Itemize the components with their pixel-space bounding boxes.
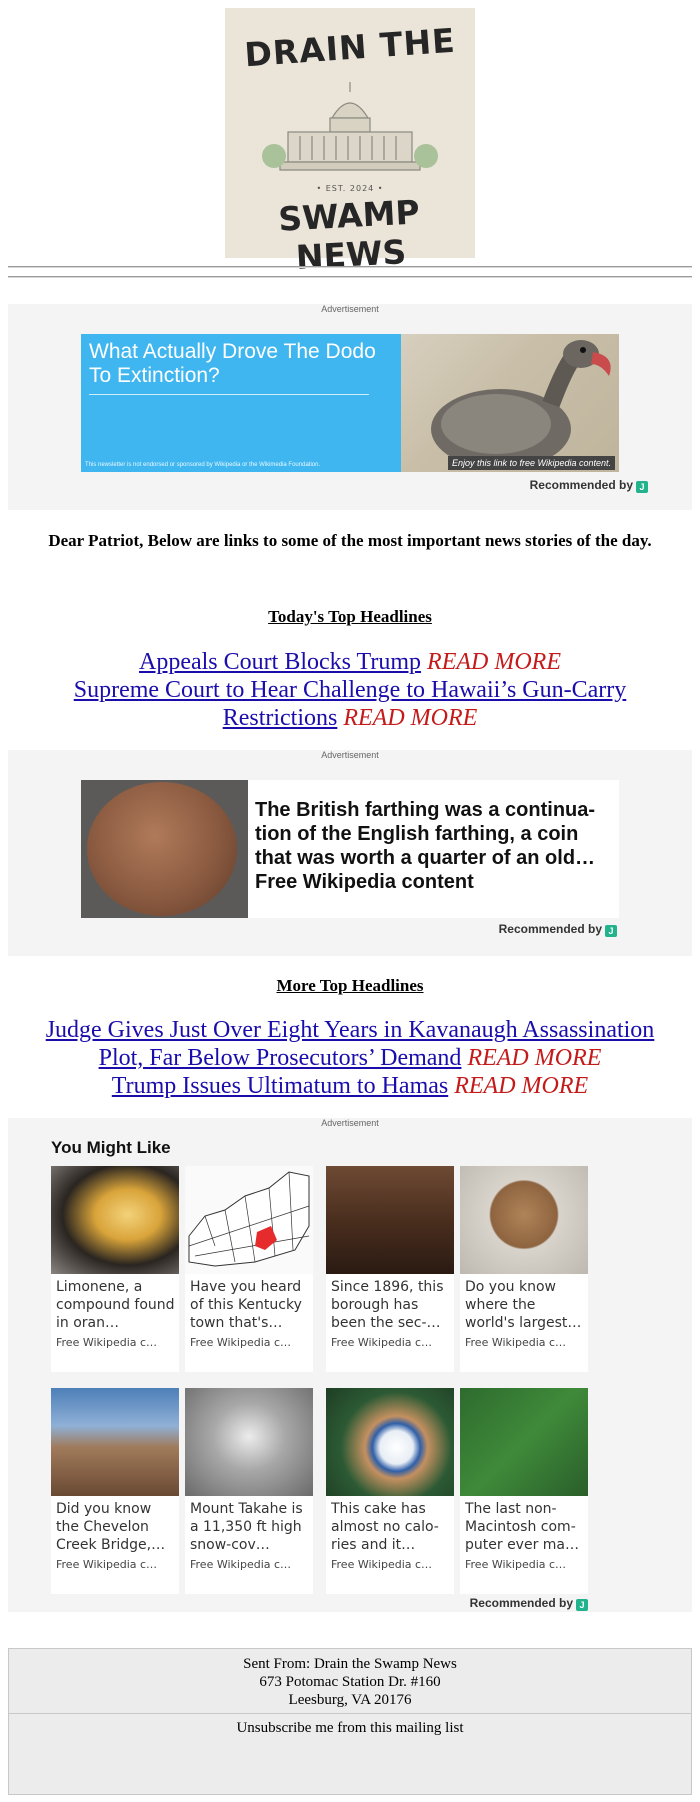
jeeng-logo-icon: J bbox=[636, 481, 648, 493]
coin-icon bbox=[87, 782, 237, 916]
recommended-by-label: Recommended by bbox=[469, 1596, 573, 1610]
logo-est: • EST. 2024 • bbox=[316, 184, 384, 193]
top-headlines-list bbox=[28, 648, 672, 732]
county-map-icon bbox=[185, 1166, 313, 1274]
headline-item bbox=[28, 676, 672, 732]
circuit-board-image bbox=[460, 1388, 588, 1496]
large-ball-image bbox=[460, 1166, 588, 1274]
card-title: This cake has almost no calo-ries and it… bbox=[331, 1501, 439, 1553]
card-source: Free Wikipedia c… bbox=[465, 1336, 567, 1349]
recommendation-card[interactable] bbox=[326, 1388, 454, 1594]
divider-rule bbox=[8, 276, 692, 278]
ad-caption: Enjoy this link to free Wikipedia content. bbox=[448, 456, 615, 470]
cake-image bbox=[326, 1388, 454, 1496]
dodo-ad-banner[interactable] bbox=[81, 334, 619, 472]
farthing-ad-text bbox=[255, 798, 615, 894]
top-headlines-heading: Today's Top Headlines bbox=[268, 607, 432, 626]
card-source: Free Wikipedia c… bbox=[331, 1336, 433, 1349]
ad-label: Advertisement bbox=[321, 304, 379, 314]
dodo-image bbox=[401, 334, 619, 472]
recommended-by[interactable] bbox=[499, 922, 617, 937]
mount-takahe-image bbox=[185, 1388, 313, 1496]
unsubscribe-link[interactable]: Unsubscribe me from this mailing list bbox=[236, 1720, 464, 1736]
logo-line2: SWAMP NEWS bbox=[277, 192, 421, 277]
dodo-bird-icon bbox=[401, 334, 619, 472]
recommended-by-label: Recommended by bbox=[498, 922, 602, 936]
kentucky-map-image bbox=[185, 1166, 313, 1274]
headline-link[interactable]: Appeals Court Blocks Trump bbox=[139, 649, 422, 675]
ad-block-dodo bbox=[8, 304, 692, 510]
recommendation-card[interactable] bbox=[51, 1388, 179, 1594]
logo-line1: DRAIN THE bbox=[243, 20, 457, 75]
farthing-ad-headline: The British farthing was a continua-tion of the English farthing, a coin that was worth a quarter of an old… bbox=[255, 799, 596, 869]
recommended-by-label: Recommended by bbox=[529, 478, 633, 492]
ad-underline bbox=[89, 394, 369, 395]
footer-address-line1: 673 Potomac Station Dr. #160 bbox=[259, 1674, 441, 1690]
read-more-link[interactable]: READ MORE bbox=[467, 1045, 602, 1071]
recommendation-card[interactable] bbox=[460, 1388, 588, 1594]
headline-link[interactable]: Supreme Court to Hear Challenge to Hawaii’s Gun-Carry Restrictions bbox=[73, 677, 627, 731]
ad-label: Advertisement bbox=[321, 750, 379, 760]
newsletter-logo bbox=[225, 8, 475, 277]
card-title: Limonene, a compound found in oran… bbox=[56, 1279, 175, 1331]
read-more-link[interactable]: READ MORE bbox=[454, 1073, 589, 1099]
card-source: Free Wikipedia c… bbox=[56, 1336, 158, 1349]
card-source: Free Wikipedia c… bbox=[56, 1558, 158, 1571]
farthing-image bbox=[81, 780, 248, 918]
footer-address bbox=[8, 1648, 692, 1714]
recommendation-card[interactable] bbox=[185, 1388, 313, 1594]
card-source: Free Wikipedia c… bbox=[331, 1558, 433, 1571]
read-more-link[interactable]: READ MORE bbox=[427, 649, 561, 675]
headline-item bbox=[28, 1072, 672, 1100]
card-title: Did you know the Chevelon Creek Bridge,… bbox=[56, 1501, 166, 1553]
ad-headline: What Actually Drove The Dodo To Extinction? bbox=[89, 340, 376, 387]
capitol-icon bbox=[260, 78, 440, 178]
jeeng-logo-icon: J bbox=[605, 925, 617, 937]
headline-link[interactable]: Judge Gives Just Over Eight Years in Kavanaugh Assassination Plot, Far Below Prosecutors’ Demand bbox=[45, 1017, 655, 1071]
recommended-by[interactable] bbox=[530, 478, 648, 493]
footer-address-line2: Leesburg, VA 20176 bbox=[288, 1692, 412, 1708]
more-headlines-heading: More Top Headlines bbox=[276, 976, 424, 995]
card-source: Free Wikipedia c… bbox=[190, 1336, 292, 1349]
intro-text: Dear Patriot, Below are links to some of the most important news stories of the day. bbox=[48, 531, 652, 550]
limonene-image bbox=[51, 1166, 179, 1274]
ad-fineprint: This newsletter is not endorsed or sponsored by Wikipedia or the Wikimedia Foundation. bbox=[85, 462, 321, 468]
jeeng-logo-icon: J bbox=[576, 1599, 588, 1611]
card-source: Free Wikipedia c… bbox=[465, 1558, 567, 1571]
headline-item bbox=[28, 648, 672, 676]
you-might-like-block bbox=[8, 1118, 692, 1612]
recommended-by[interactable] bbox=[470, 1596, 588, 1611]
borough-image bbox=[326, 1166, 454, 1274]
farthing-ad-banner[interactable] bbox=[81, 780, 619, 918]
headline-item bbox=[28, 1016, 672, 1072]
card-title: Mount Takahe is a 11,350 ft high snow-cov… bbox=[190, 1501, 303, 1553]
divider-rule bbox=[8, 266, 692, 268]
bridge-image bbox=[51, 1388, 179, 1496]
recommendation-card[interactable] bbox=[51, 1166, 179, 1372]
recommendation-card[interactable] bbox=[460, 1166, 588, 1372]
footer-unsubscribe bbox=[8, 1713, 692, 1795]
card-title: Have you heard of this Kentucky town that's… bbox=[190, 1279, 302, 1331]
card-title: The last non-Macintosh com-puter ever ma… bbox=[465, 1501, 580, 1553]
headline-link[interactable]: Trump Issues Ultimatum to Hamas bbox=[111, 1073, 449, 1099]
you-might-like-heading: You Might Like bbox=[51, 1138, 171, 1157]
recommendation-card[interactable] bbox=[185, 1166, 313, 1372]
read-more-link[interactable]: READ MORE bbox=[343, 705, 478, 731]
card-title: Do you know where the world's largest… bbox=[465, 1279, 582, 1331]
card-title: Since 1896, this borough has been the sec-… bbox=[331, 1279, 444, 1331]
ad-label: Advertisement bbox=[321, 1118, 379, 1128]
footer-sent-from: Sent From: Drain the Swamp News bbox=[243, 1656, 457, 1672]
more-headlines-list bbox=[28, 1016, 672, 1100]
ad-block-farthing bbox=[8, 750, 692, 956]
farthing-ad-source: Free Wikipedia content bbox=[255, 871, 474, 893]
card-source: Free Wikipedia c… bbox=[190, 1558, 292, 1571]
recommendation-card[interactable] bbox=[326, 1166, 454, 1372]
